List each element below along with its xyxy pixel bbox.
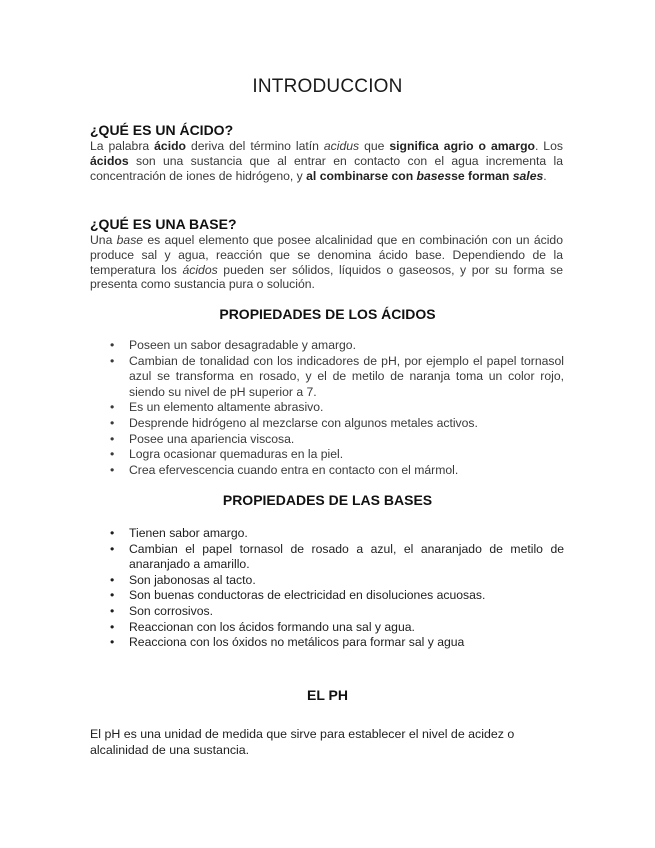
acido-text-2: deriva del término latín [185, 139, 324, 153]
base-text-2: es aquel elemento que posee alcalinidad que en combinación con un ácido produce sal y agua, reacción que se denomina ácido base. Dependiendo de la temperatura los [90, 233, 563, 277]
acido-word-se-forman: se forman [451, 168, 513, 183]
bullet-icon: • [110, 603, 115, 618]
bullet-icon: • [110, 462, 115, 477]
propiedades-acidos-heading: PROPIEDADES DE LOS ÁCIDOS [219, 306, 436, 322]
bullet-icon: • [110, 526, 115, 540]
list-item: • Posee una apariencia viscosa. [110, 431, 295, 446]
list-item: • Reaccionan con los ácidos formando una sal y agua. [110, 619, 415, 634]
propiedades-bases-list [90, 526, 564, 651]
acido-text-5: son una sustancia que al entrar en contacto con el agua incrementa la concentración de iones de hidrógeno, y [90, 153, 563, 183]
bullet-icon: • [110, 635, 115, 650]
bullet-icon: • [110, 353, 115, 368]
base-text-3: pueden ser sólidos, líquidos o gaseosos, y por su forma se presenta como sustancia pura o solución. [90, 262, 564, 292]
list-item: • Reacciona con los óxidos no metálicos para formar sal y agua [110, 635, 465, 650]
list-item: • Logra ocasionar quemaduras en la piel. [110, 447, 344, 462]
acido-word-acido: ácido [154, 139, 186, 153]
bullet-icon: • [110, 338, 115, 352]
list-item: • Tienen sabor amargo. [110, 526, 248, 540]
base-word-base: base [116, 233, 144, 247]
base-heading: ¿QUÉ ES UNA BASE? [90, 216, 237, 232]
acido-word-bases: bases [416, 168, 452, 183]
acido-word-al-combinarse: al combinarse con [306, 168, 417, 183]
list-item: • Cambian de tonalidad con los indicadores de pH, por ejemplo el papel tornasol azul se transforma en rosado, y el de metilo de naranja toma un color rojo, siendo su nivel de pH superior a 7. [110, 353, 564, 399]
base-text-1: Una [90, 233, 117, 247]
acido-word-acidos: ácidos [90, 153, 129, 168]
page-title: INTRODUCCION [252, 76, 403, 97]
bullet-icon: • [110, 400, 115, 415]
list-item: • Poseen un sabor desagradable y amargo. [110, 338, 356, 352]
acido-text-4: . Los [534, 139, 563, 153]
bullet-icon: • [110, 588, 115, 603]
list-item: • Son buenas conductoras de electricidad en disoluciones acuosas. [110, 588, 486, 603]
bullet-icon: • [110, 572, 115, 587]
ph-paragraph: El pH es una unidad de medida que sirve para establecer el nivel de acidez o alcalinidad de una sustancia. [90, 727, 515, 757]
list-item: • Son jabonosas al tacto. [110, 572, 256, 587]
bullet-icon: • [110, 431, 115, 446]
bullet-icon: • [110, 415, 115, 430]
bullet-icon: • [110, 541, 115, 556]
list-item: • Es un elemento altamente abrasivo. [110, 400, 324, 415]
acido-text-1: La palabra [90, 139, 155, 153]
base-word-acidos: ácidos [182, 262, 218, 277]
acido-word-acidus: acidus [323, 139, 360, 153]
ph-heading: EL PH [307, 687, 348, 703]
acido-paragraph [90, 139, 563, 183]
bullet-icon: • [110, 447, 115, 462]
list-item: • Son corrosivos. [110, 603, 213, 618]
acido-text-6: . [543, 168, 547, 183]
base-paragraph [90, 233, 563, 292]
list-item: • Crea efervescencia cuando entra en contacto con el mármol. [110, 462, 459, 477]
propiedades-bases-heading: PROPIEDADES DE LAS BASES [222, 492, 433, 508]
acido-heading: ¿QUÉ ES UN ÁCIDO? [90, 122, 234, 138]
propiedades-acidos-list [90, 338, 564, 478]
acido-word-sales: sales [512, 168, 544, 183]
acido-word-significa: significa agrio o amargo [389, 139, 535, 153]
list-item: • Cambian el papel tornasol de rosado a azul, el anaranjado de metilo de anaranjado a amarillo. [110, 541, 564, 572]
list-item: • Desprende hidrógeno al mezclarse con algunos metales activos. [110, 415, 478, 430]
bullet-icon: • [110, 619, 115, 634]
acido-text-3: que [359, 139, 390, 153]
